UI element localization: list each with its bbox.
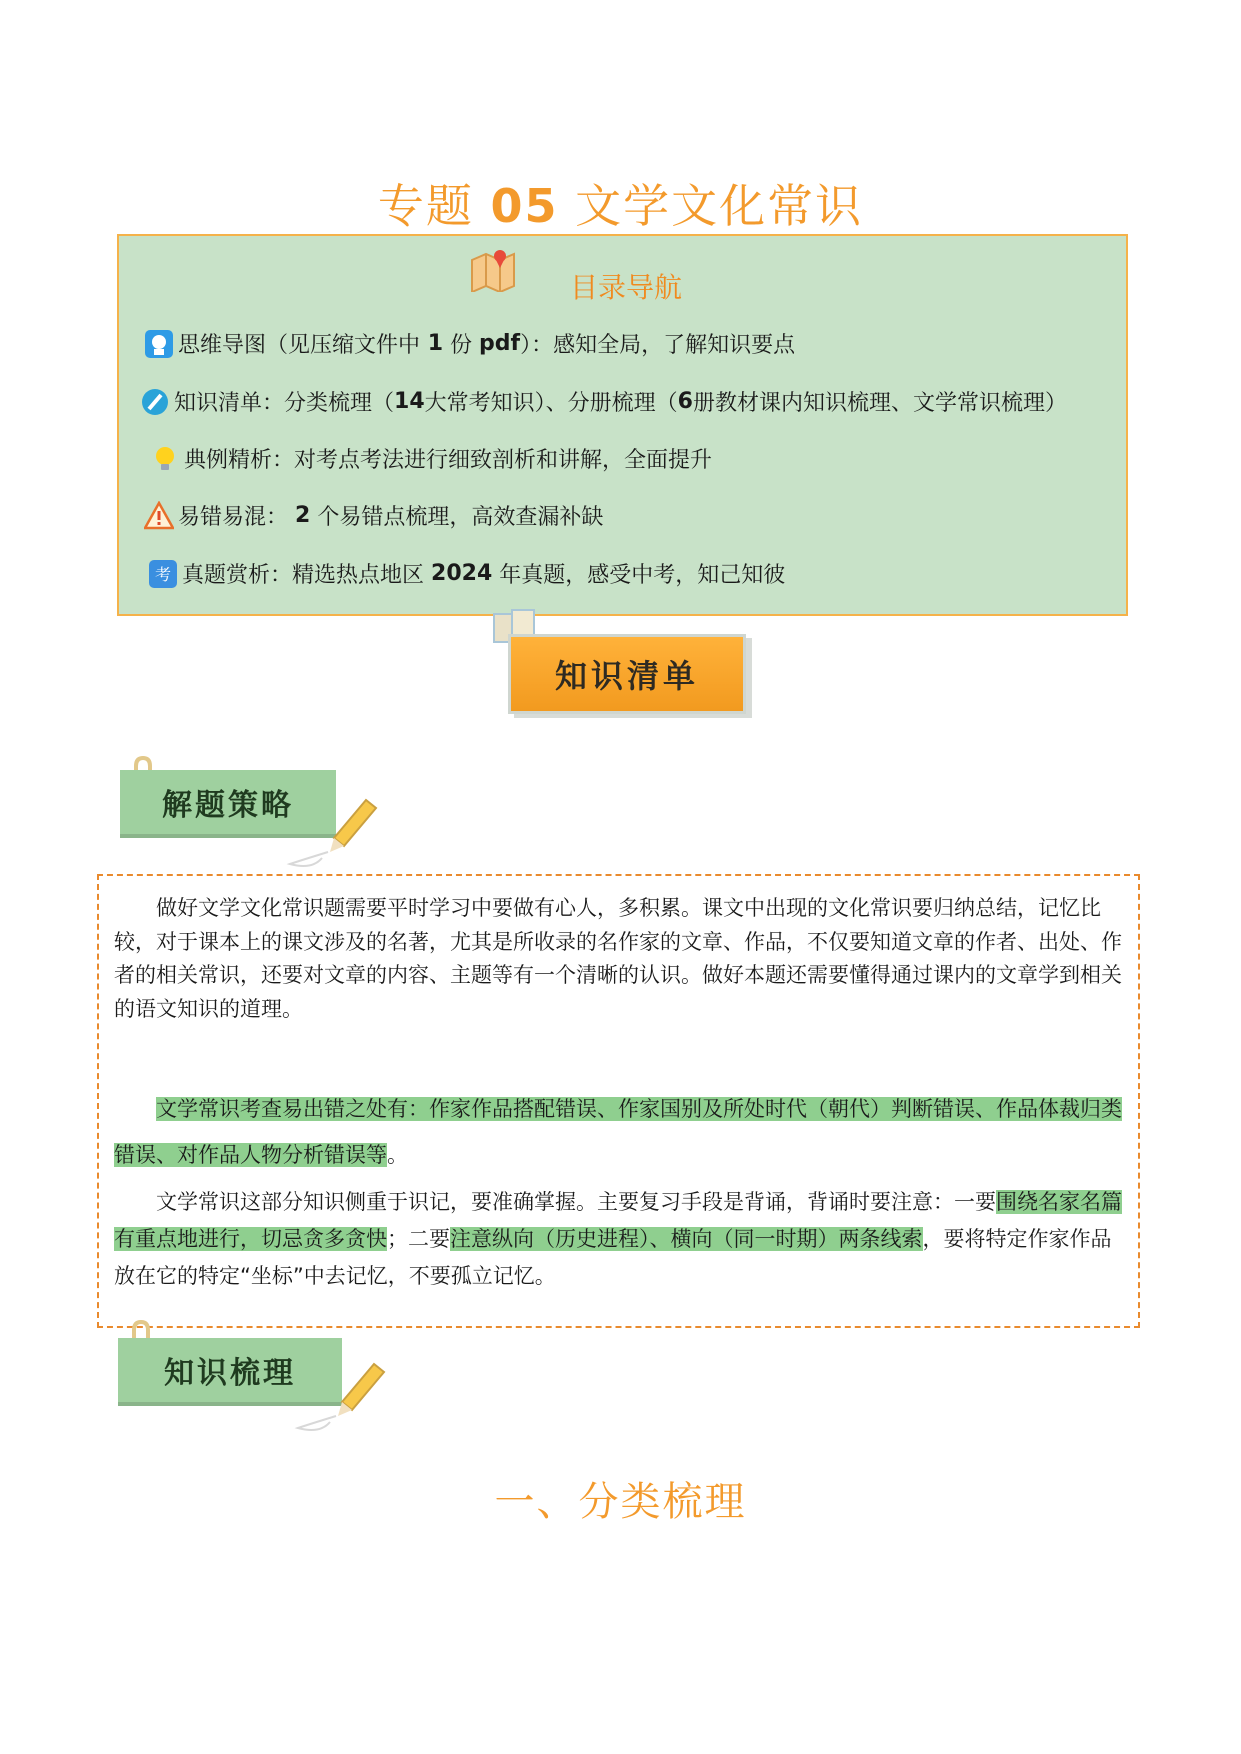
toc-item-mistakes[interactable]: 易错易混： 2 个易错点梳理，高效查漏补缺	[144, 500, 603, 531]
bulb-icon	[150, 444, 180, 474]
strategy-banner: 解题策略	[120, 770, 336, 838]
knowledge-sort-banner: 知识梳理	[118, 1338, 342, 1406]
pen-icon	[140, 387, 170, 417]
pencil-icon	[290, 1356, 386, 1436]
pencil-icon	[282, 792, 378, 872]
page-title: 专题 05 文学文化常识	[377, 179, 864, 233]
toc-item-knowledge-list[interactable]: 知识清单：分类梳理（ 14 大常考知识）、分册梳理（ 6 册教材课内知识梳理、文学常识梳理）	[140, 386, 1067, 417]
strategy-paragraph-3: 文学常识这部分知识侧重于识记，要准确掌握。主要复习手段是背诵，背诵时要注意：一要围绕名家名篇有重点地进行，切忌贪多贪快；二要注意纵向（历史进程）、横向（同一时期）两条线索，要将特定作家作品放在它的特定“坐标”中去记忆，不要孤立记忆。	[114, 1190, 1122, 1288]
svg-text:考: 考	[154, 564, 172, 584]
highlight-common-errors: 文学常识考查易出错之处有：作家作品搭配错误、作家国别及所处时代（朝代）判断错误、作品体裁归类错误、对作品人物分析错误等	[114, 1097, 1122, 1168]
strategy-paragraph-1: 做好文学文化常识题需要平时学习中要做有心人，多积累。课文中出现的文化常识要归纳总结，记忆比较，对于课本上的课文涉及的名著，尤其是所收录的名作家的文章、作品，不仅要知道文章的作者、出处、作者的相关常识，还要对文章的内容、主题等有一个清晰的认识。做好本题还需要懂得通过课内的文章学到相关的语文知识的道理。	[114, 896, 1122, 1021]
knowledge-list-banner: 知识清单	[508, 634, 746, 714]
toc-item-real-exams[interactable]: 考 真题赏析：精选热点地区 2024 年真题，感受中考，知己知彼	[148, 558, 785, 589]
toc-item-examples[interactable]: 典例精析：对考点考法进行细致剖析和讲解，全面提升	[150, 443, 712, 474]
highlight-focus-masters: 围绕名家名篇有重点地进行，切忌贪多贪快	[114, 1190, 1122, 1251]
highlight-two-threads: 注意纵向（历史进程）、横向（同一时期）两条线索	[450, 1226, 923, 1251]
warning-icon	[144, 501, 174, 531]
mind-map-icon	[144, 329, 174, 359]
map-icon	[468, 246, 518, 292]
section-heading: 一、分类梳理	[494, 1479, 747, 1525]
exam-icon	[148, 559, 178, 589]
toc-item-mind-map[interactable]: 思维导图（见压缩文件中 1 份 pdf ）：感知全局，了解知识要点	[144, 328, 795, 359]
toc-heading: 目录导航	[570, 271, 683, 304]
strategy-paragraph-2: 文学常识考查易出错之处有：作家作品搭配错误、作家国别及所处时代（朝代）判断错误、作品体裁归类错误、对作品人物分析错误等。	[114, 1097, 1122, 1168]
